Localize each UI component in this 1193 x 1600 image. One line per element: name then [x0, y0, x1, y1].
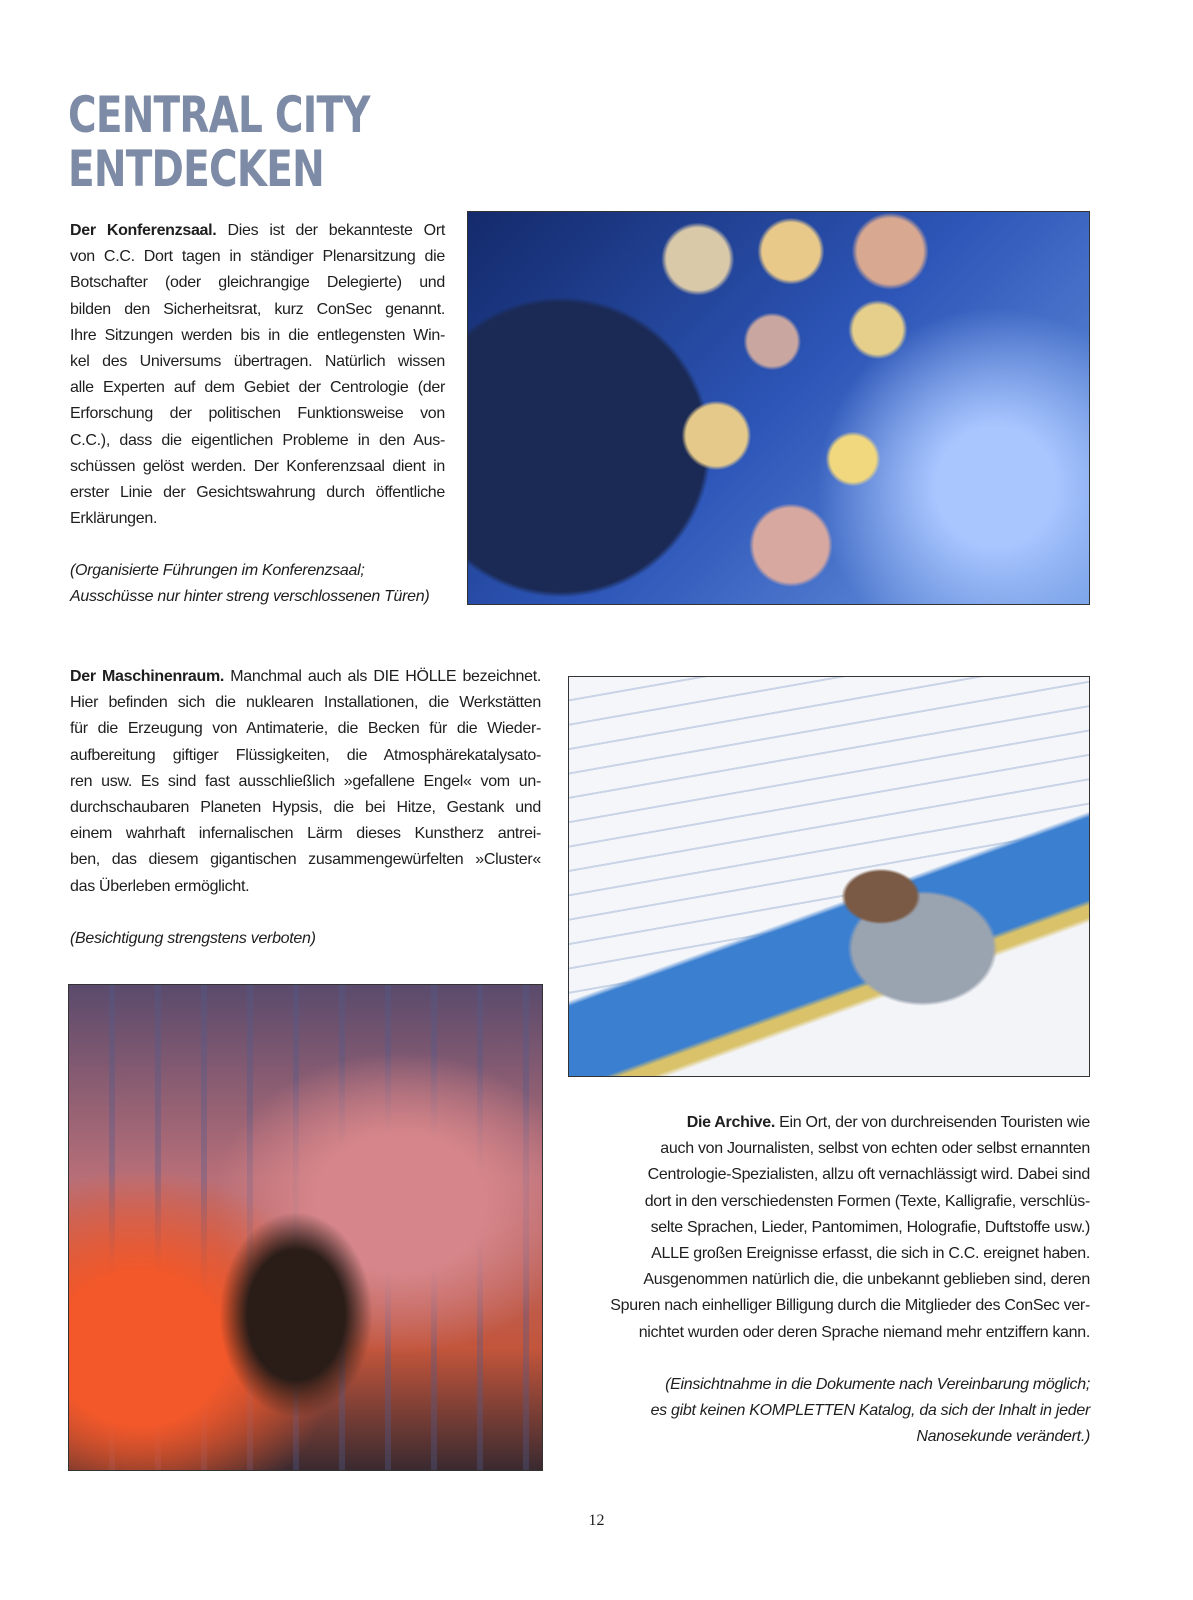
text-line: ALLE großen Ereignisse erfasst, die sich in C.C. ereignet haben. — [651, 1244, 1090, 1262]
text-line: einem wahrhaft infernalischen Lärm dieses Kunstherz antrei- — [70, 825, 541, 843]
text-line: alle Experten auf dem Gebiet der Centrologie (der — [70, 379, 445, 397]
text-line: dort in den verschiedensten Formen (Texte, Kalligrafie, verschlüs- — [644, 1192, 1090, 1210]
text-line: das Überleben ermöglicht. — [70, 877, 250, 895]
text-span: Dies ist der bekannteste Ort — [216, 222, 445, 239]
note-line: es gibt keinen KOMPLETTEN Katalog, da sich der Inhalt in jeder — [650, 1401, 1090, 1419]
text-line: Erklärungen. — [70, 510, 158, 528]
text-line: Botschafter (oder gleichrangige Delegierte) und — [70, 274, 445, 292]
text-line: für die Erzeugung von Antimaterie, die Becken für die Wieder- — [70, 720, 541, 738]
text-line: erster Linie der Gesichtswahrung durch öffentliche — [70, 483, 445, 501]
note-line: (Organisierte Führungen im Konferenzsaal; — [70, 562, 365, 580]
text-line: Spuren nach einhelliger Billigung durch die Mitglieder des ConSec ver- — [610, 1297, 1090, 1315]
text-span: Ein Ort, der von durchreisenden Touristen wie — [775, 1114, 1090, 1131]
title-line: ENTDECKEN — [68, 140, 325, 198]
text-line: ren usw. Es sind fast ausschließlich »gefallene Engel« vom un- — [70, 772, 541, 790]
section-konferenzsaal — [70, 218, 445, 611]
illustration-archive-robot — [568, 676, 1090, 1077]
text-line: Hier befinden sich die nuklearen Installationen, die Werkstätten — [70, 694, 541, 712]
text-line: auch von Journalisten, selbst von echten oder selbst ernannten — [660, 1140, 1090, 1158]
text-span: Manchmal auch als DIE HÖLLE bezeichnet. — [224, 668, 541, 685]
text-line: Ihre Sitzungen werden bis in die entlegensten Win- — [70, 326, 445, 344]
title-line: CENTRAL CITY — [68, 86, 370, 144]
text-line: Centrologie-Spezialisten, allzu oft vernachlässigt wird. Dabei sind — [647, 1166, 1090, 1184]
text-line: ben, das diesem gigantischen zusammengewürfelten »Cluster« — [70, 851, 541, 869]
text-line: kel des Universums übertragen. Natürlich wissen — [70, 352, 445, 370]
text-line: durchschaubaren Planeten Hypsis, die bei Hitze, Gestank und — [70, 798, 541, 816]
text-line: Erforschung der politischen Funktionsweise von — [70, 405, 445, 423]
text-line: C.C.), dass die eigentlichen Probleme in den Aus- — [70, 431, 445, 449]
text-line: nichtet wurden oder deren Sprache niemand mehr entziffern kann. — [638, 1323, 1090, 1341]
section-archive — [560, 1110, 1090, 1450]
text-line: bilden den Sicherheitsrat, kurz ConSec genannt. — [70, 300, 445, 318]
section-heading: Die Archive. — [686, 1114, 776, 1131]
text-line: aufbereitung giftiger Flüssigkeiten, die Atmosphärekatalysato- — [70, 746, 541, 764]
illustration-engine-room — [68, 984, 543, 1471]
note-line: (Besichtigung strengstens verboten) — [70, 929, 316, 947]
text-line: Ausgenommen natürlich die, die unbekannt geblieben sind, deren — [643, 1271, 1090, 1289]
text-line: selte Sprachen, Lieder, Pantomimen, Holografie, Duftstoffe usw.) — [650, 1218, 1090, 1236]
note-line: Ausschüsse nur hinter streng verschlossenen Türen) — [70, 588, 430, 606]
illustration-conference-hall — [467, 211, 1090, 605]
text-line — [560, 1110, 1090, 1136]
text-line — [70, 664, 541, 690]
page-number: 12 — [588, 1512, 605, 1529]
note-line: (Einsichtnahme in die Dokumente nach Vereinbarung möglich; — [665, 1375, 1090, 1393]
text-line — [70, 218, 445, 244]
section-heading: Der Konferenzsaal. — [70, 222, 217, 239]
text-line: schüssen gelöst werden. Der Konferenzsaal dient in — [70, 457, 445, 475]
section-maschinenraum — [70, 664, 541, 952]
page-title — [68, 88, 370, 196]
section-heading: Der Maschinenraum. — [70, 668, 225, 685]
note-line: Nanosekunde verändert.) — [916, 1428, 1090, 1446]
text-line: von C.C. Dort tagen in ständiger Plenarsitzung die — [70, 248, 445, 266]
